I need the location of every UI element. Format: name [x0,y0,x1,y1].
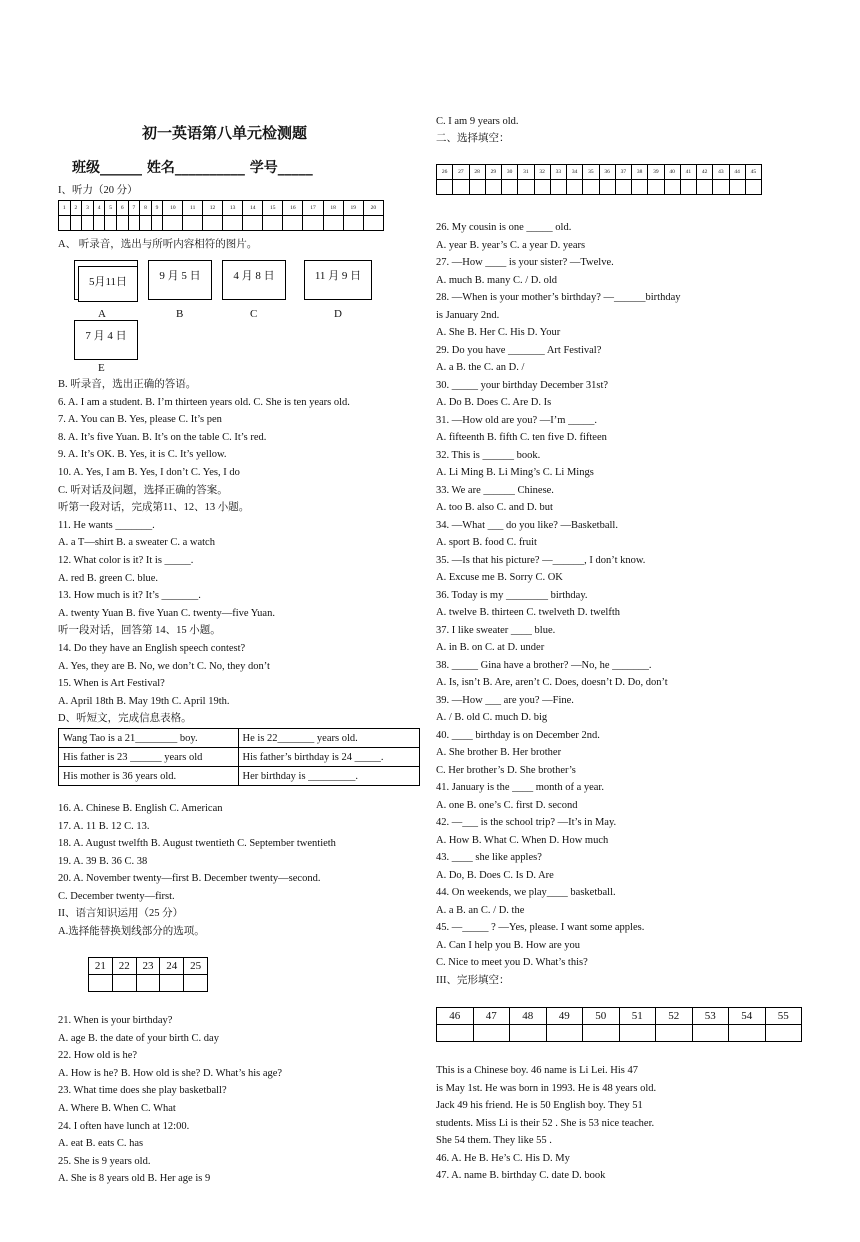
question-line: A.选择能替换划线部分的选项。 [58,925,205,937]
answer-cell[interactable] [263,216,283,231]
question-line: 41. January is the ____ month of a year. [436,782,604,793]
question-line: 10. A. Yes, I am B. Yes, I don’t C. Yes, I do [58,467,240,478]
picture-b: 9 月 5 日 [148,260,212,300]
answer-cell[interactable] [343,216,363,231]
answer-cell[interactable] [697,180,713,195]
answer-cell[interactable] [128,216,140,231]
section-a-heading: A、 听录音，选出与所听内容相符的图片。 [58,239,258,250]
question-line: 27. —How ____ is your sister? —Twelve. [436,257,614,268]
answer-cell[interactable] [664,180,680,195]
question-line: C. 听对话及问题，选择正确的答案。 [58,484,228,496]
passage-line: is May 1st. He was born in 1993. He is 48 years old. [436,1082,657,1094]
answer-cell[interactable] [184,975,208,992]
answer-cell[interactable] [692,1025,729,1042]
grid-number: 6 [116,201,128,216]
answer-cell[interactable] [473,1025,510,1042]
answer-cell[interactable] [632,180,648,195]
passage-line: students. Miss Li is their 52 . She is 53 nice teacher. [436,1117,655,1129]
answer-cell[interactable] [583,1025,620,1042]
grid-number: 26 [437,165,453,180]
student-info: 班级______ 姓名__________ 学号_____ [72,160,313,176]
grid-number: 2 [70,201,82,216]
grid-number: 55 [765,1008,802,1025]
info-table [58,728,420,786]
grid-number: 45 [745,165,761,180]
grid-number: 31 [518,165,534,180]
question-line: 9. A. It’s OK. B. Yes, it is C. It’s yellow. [58,449,227,461]
picture-label-e: E [98,362,105,374]
question-line: 30. _____ your birthday December 31st? [436,379,609,391]
question-line: 24. I often have lunch at 12:00. [58,1120,190,1132]
grid-number: 42 [697,165,713,180]
answer-cell[interactable] [59,216,71,231]
question-line: 38. _____ Gina have a brother? —No, he _______. [436,659,652,671]
grid-number: 12 [202,201,222,216]
answer-cell[interactable] [437,180,453,195]
picture-e: 7 月 4 日 [74,320,138,360]
grid-number: 25 [184,958,208,975]
info-cell: Her birthday is _________. [238,767,419,786]
grid-number: 14 [243,201,263,216]
question-line: 29. Do you have _______ Art Festival? [436,344,602,356]
grid-number: 50 [583,1008,620,1025]
answer-cell[interactable] [583,180,599,195]
answer-cell[interactable] [243,216,263,231]
question-line: 14. Do they have an English speech contest? [58,643,246,654]
answer-cell[interactable] [615,180,631,195]
answer-cell[interactable] [89,975,113,992]
answer-cell[interactable] [70,216,82,231]
answer-cell[interactable] [323,216,343,231]
answer-cell[interactable] [160,975,184,992]
grid-number: 35 [583,165,599,180]
question-line: 39. —How ___ are you? —Fine. [436,694,574,706]
grid-number: 9 [151,201,163,216]
question-line: A. in B. on C. at D. under [436,642,545,653]
question-line: D、听短文，完成信息表格。 [58,713,192,725]
grid-number: 32 [534,165,550,180]
grid-number: 30 [502,165,518,180]
grid-number: 20 [363,201,383,216]
question-line: 43. ____ she like apples? [436,852,542,863]
grid-number: 11 [183,201,202,216]
question-line: 听一段对话，回答第 14、15 小题。 [58,625,221,637]
grid-number: 36 [599,165,615,180]
answer-cell[interactable] [729,180,745,195]
grid-number: 17 [303,201,323,216]
grid-number: 28 [469,165,485,180]
picture-label-c: C [250,308,258,320]
question-line: 二、选择填空： [436,133,510,144]
question-line: 45. —_____ ? —Yes, please. I want some apples. [436,922,645,933]
grid-number: 29 [485,165,501,180]
question-line: A. a B. the C. an D. / [436,362,525,373]
question-line: 35. —Is that his picture? —______, I don’t know. [436,554,646,566]
answer-cell[interactable] [567,180,583,195]
question-line: 12. What color is it? It is _____. [58,555,194,566]
grid-number: 43 [713,165,729,180]
picture-label-b: B [176,308,184,320]
grid-number: 5 [105,201,117,216]
answer-cell[interactable] [656,1025,693,1042]
question-line: 19. A. 39 B. 36 C. 38 [58,855,148,867]
answer-cell[interactable] [303,216,323,231]
answer-cell[interactable] [680,180,696,195]
question-line: A. a B. an C. / D. the [436,904,525,916]
question-line: C. December twenty—first. [58,890,175,902]
grid-number: 52 [656,1008,693,1025]
answer-grid-46-55 [436,1007,802,1042]
question-line: A. April 18th B. May 19th C. April 19th. [58,695,230,707]
grid-number: 37 [615,165,631,180]
part1-heading: I、听力（20 分） [58,185,138,196]
grid-number: 19 [343,201,363,216]
answer-cell[interactable] [112,975,136,992]
question-line: 32. This is ______ book. [436,449,541,461]
question-line: A. Li Ming B. Li Ming’s C. Li Mings [436,467,594,478]
question-line: A. / B. old C. much D. big [436,712,548,723]
question-line: 28. —When is your mother’s birthday? —______birthday [436,292,681,303]
answer-cell[interactable] [82,216,94,231]
grid-number: 7 [128,201,140,216]
question-line: A. How is he? B. How old is she? D. What’s his age? [58,1067,283,1079]
answer-cell[interactable] [599,180,615,195]
question-line: A. Do B. Does C. Are D. Is [436,397,552,408]
question-line: 15. When is Art Festival? [58,678,165,690]
answer-cell[interactable] [93,216,105,231]
grid-number: 40 [664,165,680,180]
answer-cell[interactable] [550,180,566,195]
grid-number: 4 [93,201,105,216]
answer-cell[interactable] [163,216,183,231]
grid-number: 22 [112,958,136,975]
question-line: 40. ____ birthday is on December 2nd. [436,729,600,741]
question-line: C. Nice to meet you D. What’s this? [436,957,588,968]
question-line: A. a T—shirt B. a sweater C. a watch [58,537,215,549]
passage-line: Jack 49 his friend. He is 50 English boy. They 51 [436,1100,643,1111]
grid-number: 21 [89,958,113,975]
picture-label-a: A [98,308,106,320]
answer-cell[interactable] [437,1025,474,1042]
grid-number: 33 [550,165,566,180]
picture-c: 4 月 8 日 [222,260,286,300]
question-line: 听第一段对话，完成第11、12、13 小题。 [58,502,250,514]
question-line: 18. A. August twelfth B. August twentieth C. September twentieth [58,838,336,849]
grid-number: 47 [473,1008,510,1025]
grid-number: 10 [163,201,183,216]
question-line: A. She B. Her C. His D. Your [436,327,561,338]
answer-cell[interactable] [283,216,303,231]
answer-cell[interactable] [546,1025,583,1042]
question-line: A. too B. also C. and D. but [436,502,553,513]
question-line: 8. A. It’s five Yuan. B. It’s on the table C. It’s red. [58,431,267,443]
answer-cell[interactable] [485,180,501,195]
question-line: A. one B. one’s C. first D. second [436,799,578,811]
answer-cell[interactable] [729,1025,766,1042]
answer-grid-1-20 [58,200,384,231]
answer-cell[interactable] [534,180,550,195]
answer-cell[interactable] [502,180,518,195]
question-line: A. sport B. food C. fruit [436,537,537,548]
question-line: A. Do, B. Does C. Is D. Are [436,869,554,881]
grid-number: 54 [729,1008,766,1025]
question-line: A. twenty Yuan B. five Yuan C. twenty—five Yuan. [58,607,275,619]
answer-cell[interactable] [469,180,485,195]
question-line: A. Is, isn’t B. Are, aren’t C. Does, doesn’t D. Do, don’t [436,677,668,688]
question-line: 16. A. Chinese B. English C. American [58,803,223,814]
grid-number: 16 [283,201,303,216]
answer-cell[interactable] [619,1025,656,1042]
grid-number: 41 [680,165,696,180]
grid-number: 48 [510,1008,547,1025]
question-line: 7. A. You can B. Yes, please C. It’s pen [58,414,222,426]
question-line: 11. He wants _______. [58,519,155,531]
picture-a: 5月11日 [78,266,138,302]
question-line: 31. —How old are you? —I’m _____. [436,414,597,426]
question-line: A. Can I help you B. How are you [436,939,581,951]
passage-line: 46. A. He B. He’s C. His D. My [436,1152,570,1164]
answer-cell[interactable] [105,216,117,231]
answer-cell[interactable] [151,216,163,231]
question-line: 20. A. November twenty—first B. December twenty—second. [58,873,321,884]
info-cell: His father is 23 ______ years old [59,748,239,767]
grid-number: 44 [729,165,745,180]
question-line: 21. When is your birthday? [58,1015,173,1026]
answer-cell[interactable] [202,216,222,231]
answer-cell[interactable] [510,1025,547,1042]
grid-number: 24 [160,958,184,975]
grid-number: 13 [223,201,243,216]
answer-cell[interactable] [140,216,152,231]
picture-d: 11 月 9 日 [304,260,372,300]
question-line: A. She brother B. Her brother [436,747,562,758]
grid-number: 34 [567,165,583,180]
info-cell: He is 22_______ years old. [238,729,419,748]
answer-cell[interactable] [136,975,160,992]
question-line: 6. A. I am a student. B. I’m thirteen years old. C. She is ten years old. [58,396,350,408]
passage-line: 47. A. name B. birthday C. date D. book [436,1170,606,1181]
question-line: A. How B. What C. When D. How much [436,834,609,846]
question-line: 26. My cousin is one _____ old. [436,222,572,233]
grid-number: 46 [437,1008,474,1025]
grid-number: 38 [632,165,648,180]
question-line: 23. What time does she play basketball? [58,1085,227,1097]
question-line: A. twelve B. thirteen C. twelveth D. twelfth [436,607,621,618]
question-line: 25. She is 9 years old. [58,1155,151,1167]
answer-cell[interactable] [518,180,534,195]
question-line: 44. On weekends, we play____ basketball. [436,887,616,898]
answer-cell[interactable] [183,216,202,231]
grid-number: 18 [323,201,343,216]
question-line: A. much B. many C. / D. old [436,274,558,286]
question-line: II、语言知识运用（25 分） [58,908,184,919]
info-cell: Wang Tao is a 21________ boy. [59,729,239,748]
answer-cell[interactable] [745,180,761,195]
question-line: A. Excuse me B. Sorry C. OK [436,572,563,583]
question-line: 22. How old is he? [58,1050,138,1062]
answer-cell[interactable] [223,216,243,231]
question-line: is January 2nd. [436,309,500,321]
grid-number: 49 [546,1008,583,1025]
question-line: A. year B. year’s C. a year D. years [436,239,586,251]
passage-line: She 54 them. They like 55 . [436,1135,552,1146]
grid-number: 1 [59,201,71,216]
question-line: 37. I like sweater ____ blue. [436,624,556,636]
answer-grid-26-45 [436,164,762,195]
question-line: A. She is 8 years old B. Her age is 9 [58,1173,211,1185]
grid-number: 53 [692,1008,729,1025]
grid-number: 23 [136,958,160,975]
picture-label-d: D [334,308,342,320]
answer-cell[interactable] [363,216,383,231]
grid-number: 51 [619,1008,656,1025]
question-line: A. eat B. eats C. has [58,1138,144,1150]
question-line: 13. How much is it? It’s _______. [58,590,201,602]
question-line: 34. —What ___ do you like? —Basketball. [436,519,618,531]
answer-grid-21-25 [88,957,208,992]
answer-cell[interactable] [648,180,664,195]
question-line: A. Where B. When C. What [58,1103,176,1114]
question-line: III、完形填空： [436,974,510,986]
question-line: B. 听录音，选出正确的答语。 [58,379,197,390]
grid-number: 15 [263,201,283,216]
info-cell: His mother is 36 years old. [59,767,239,786]
passage-line: This is a Chinese boy. 46 name is Li Lei. His 47 [436,1065,639,1076]
question-line: 42. —___ is the school trip? —It’s in May. [436,817,617,828]
info-cell: His father’s birthday is 24 _____. [238,748,419,767]
question-line: C. Her brother’s D. She brother’s [436,764,576,776]
grid-number: 3 [82,201,94,216]
question-line: C. I am 9 years old. [436,116,519,127]
answer-cell[interactable] [453,180,469,195]
question-line: 33. We are ______ Chinese. [436,484,554,496]
question-line: A. fifteenth B. fifth C. ten five D. fifteen [436,432,607,443]
answer-cell[interactable] [713,180,729,195]
question-line: A. red B. green C. blue. [58,572,159,584]
page-title: 初一英语第八单元检测题 [142,124,308,142]
question-line: A. age B. the date of your birth C. day [58,1032,219,1044]
answer-cell[interactable] [116,216,128,231]
question-line: A. Yes, they are B. No, we don’t C. No, they don’t [58,660,270,672]
answer-cell[interactable] [765,1025,802,1042]
question-line: 36. Today is my ________ birthday. [436,589,588,601]
grid-number: 39 [648,165,664,180]
grid-number: 8 [140,201,152,216]
grid-number: 27 [453,165,469,180]
question-line: 17. A. 11 B. 12 C. 13. [58,820,150,832]
